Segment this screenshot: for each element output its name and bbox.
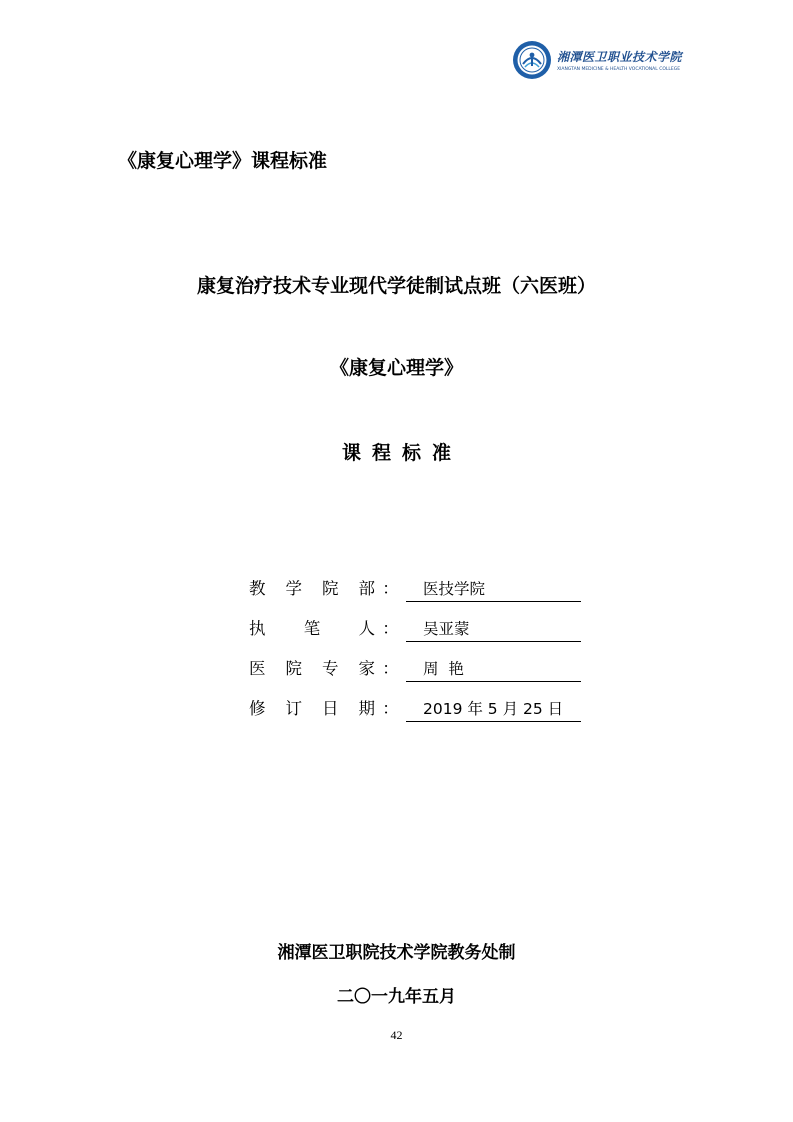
issue-date: 二〇一九年五月	[337, 987, 456, 1007]
info-colon: ：	[382, 659, 399, 678]
document-type: 课程标准	[341, 442, 462, 464]
info-value-author: 吴亚蒙	[406, 617, 581, 642]
logo-college-name-en: XIANGTAN MEDICINE & HEALTH VOCATIONAL COLLEGE	[557, 67, 681, 72]
info-colon: ：	[382, 699, 399, 718]
info-colon: ：	[382, 619, 399, 638]
document-header-title: 《康复心理学》课程标准	[118, 150, 328, 172]
course-name: 《康复心理学》	[329, 357, 463, 379]
logo-college-name: 湘潭医卫职业技术学院	[557, 50, 683, 64]
info-value-hospital-expert: 周 艳	[406, 657, 581, 682]
info-value-revision-date: 2019 年 5 月 25 日	[406, 697, 581, 722]
info-row-author	[249, 602, 581, 642]
info-value-department: 医技学院	[406, 577, 581, 602]
info-row-revision-date	[249, 682, 581, 722]
info-row-department	[249, 562, 581, 602]
info-label: 执 笔 人	[249, 619, 375, 638]
college-emblem-icon	[512, 40, 552, 80]
page-number: 42	[390, 1028, 403, 1042]
college-logo	[512, 38, 683, 82]
info-label: 教 学 院 部	[249, 579, 375, 598]
info-colon: ：	[382, 579, 399, 598]
info-row-hospital-expert	[249, 642, 581, 682]
info-table	[249, 562, 581, 722]
issuing-office: 湘潭医卫职院技术学院教务处制	[277, 943, 516, 963]
info-label: 医 院 专 家	[249, 659, 375, 678]
info-label: 修 订 日 期	[249, 699, 375, 718]
program-title: 康复治疗技术专业现代学徒制试点班（六医班）	[196, 275, 596, 297]
